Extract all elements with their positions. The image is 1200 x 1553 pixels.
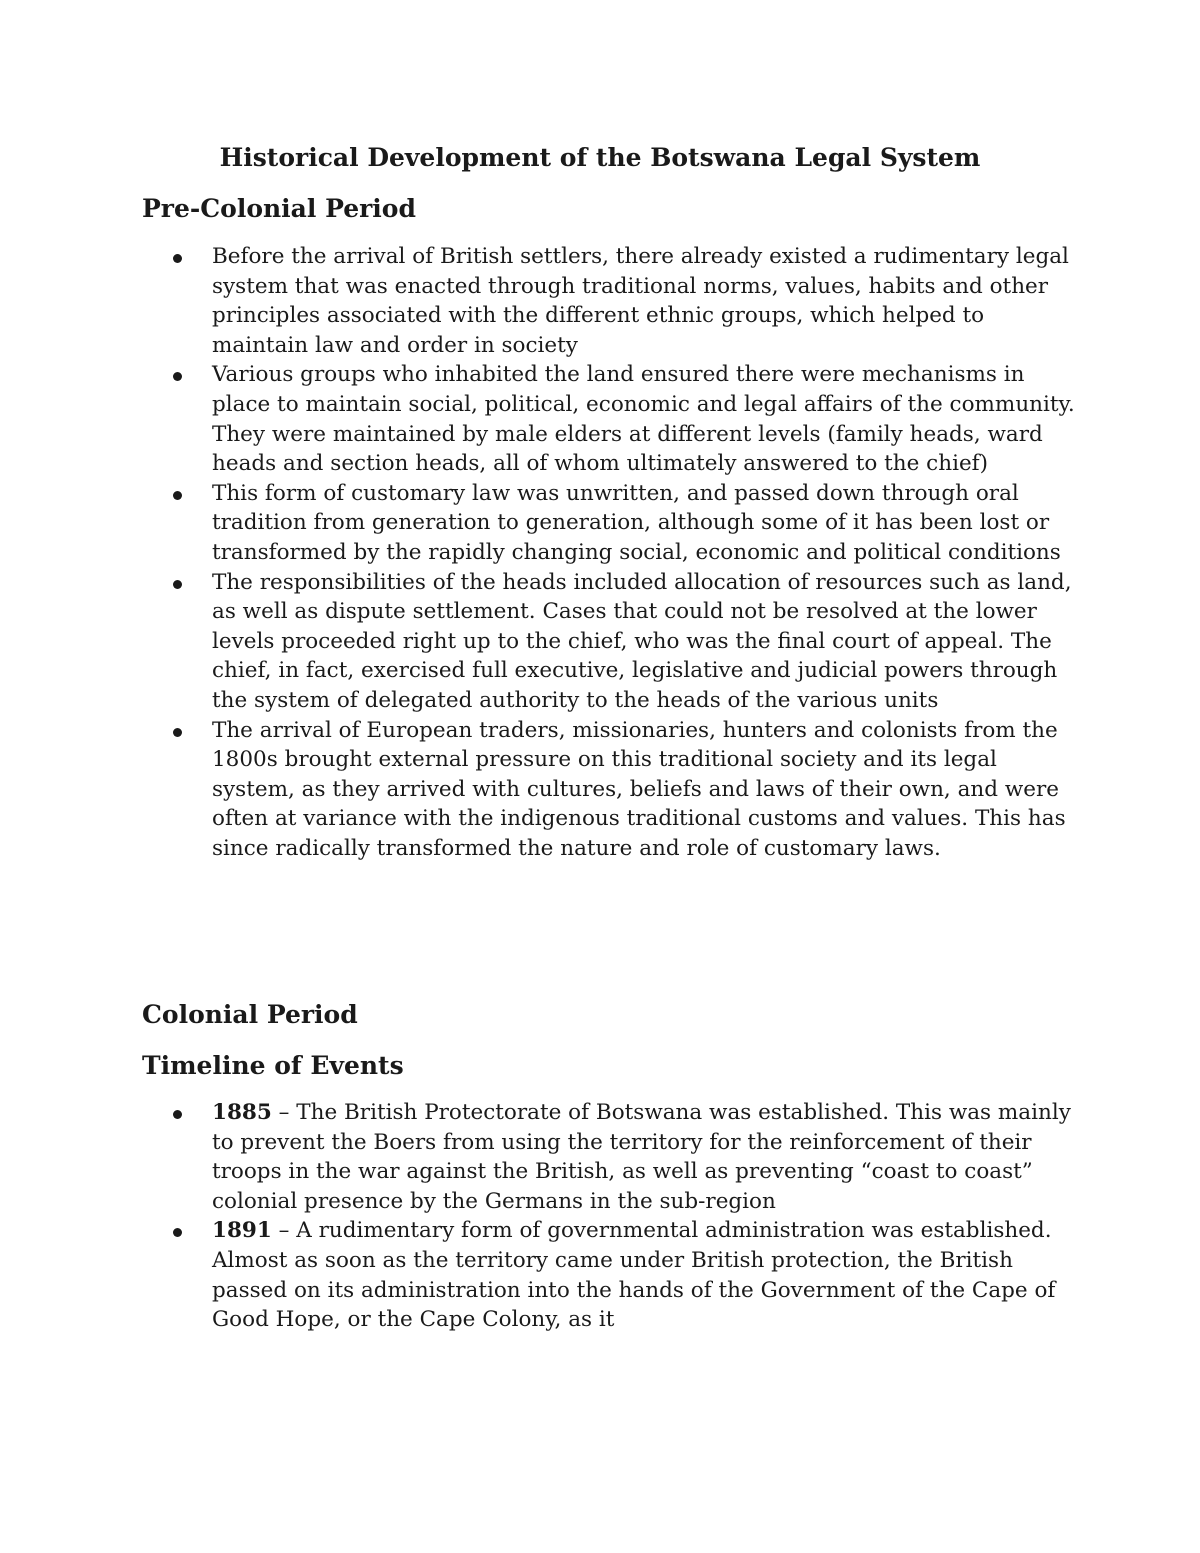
section-heading-timeline: Timeline of Events <box>142 1051 404 1080</box>
event-text: – A rudimentary form of governmental administration was established. Almost as soon as the territory came under British protection, the British passed on its administration into the hands of the Government of the Cape of Good Hope, or the Cape Colony, as it <box>212 1218 1056 1333</box>
list-item <box>142 568 1082 716</box>
timeline-bullet-list <box>142 1098 1082 1335</box>
bullet-icon <box>173 372 182 381</box>
event-year: 1891 <box>212 1218 272 1244</box>
list-item <box>142 1098 1082 1216</box>
list-item <box>142 716 1082 864</box>
event-year: 1885 <box>212 1100 272 1125</box>
event-text: – The British Protectorate of Botswana was established. This was mainly to prevent the Boers from using the territory for the reinforcement of their troops in the war against the British, as well as preventing “coast to coast” colonial presence by the Germans in the sub-region <box>212 1100 1071 1214</box>
list-item <box>142 479 1082 568</box>
section-heading-colonial: Colonial Period <box>142 1000 358 1029</box>
list-item <box>142 242 1082 360</box>
bullet-text: The responsibilities of the heads included allocation of resources such as land, as well as dispute settlement. Cases that could not be resolved at the lower levels proceeded right up to the chief, who was the final court of appeal. The chief, in fact, exercised full executive, legislative and judicial powers through the system of delegated authority to the heads of the various units <box>212 569 1072 713</box>
bullet-icon <box>173 1110 182 1119</box>
bullet-icon <box>173 254 182 263</box>
bullet-icon <box>173 728 182 737</box>
bullet-icon <box>173 491 182 500</box>
bullet-text: This form of customary law was unwritten, and passed down through oral tradition from generation to generation, although some of it has been lost or transformed by the rapidly changing social, economic and political conditions <box>212 480 1061 565</box>
bullet-text: The arrival of European traders, missionaries, hunters and colonists from the 1800s brought external pressure on this traditional society and its legal system, as they arrived with cultures, beliefs and laws of their own, and were often at variance with the indigenous traditional customs and values. This has since radically transformed the nature and role of customary laws. <box>212 717 1066 861</box>
list-item <box>142 360 1082 478</box>
bullet-text: Before the arrival of British settlers, there already existed a rudimentary legal system that was enacted through traditional norms, values, habits and other principles associated with the different ethnic groups, which helped to maintain law and order in society <box>212 244 1069 358</box>
bullet-icon <box>173 1228 182 1237</box>
bullet-text: Various groups who inhabited the land ensured there were mechanisms in place to maintain social, political, economic and legal affairs of the community. They were maintained by male elders at different levels (family heads, ward heads and section heads, all of whom ultimately answered to the chief) <box>212 362 1075 477</box>
section-heading-pre-colonial: Pre-Colonial Period <box>142 194 416 223</box>
bullet-icon <box>173 580 182 589</box>
list-item <box>142 1216 1082 1334</box>
document-title: Historical Development of the Botswana Legal System <box>219 143 981 172</box>
pre-colonial-bullet-list <box>142 242 1082 863</box>
